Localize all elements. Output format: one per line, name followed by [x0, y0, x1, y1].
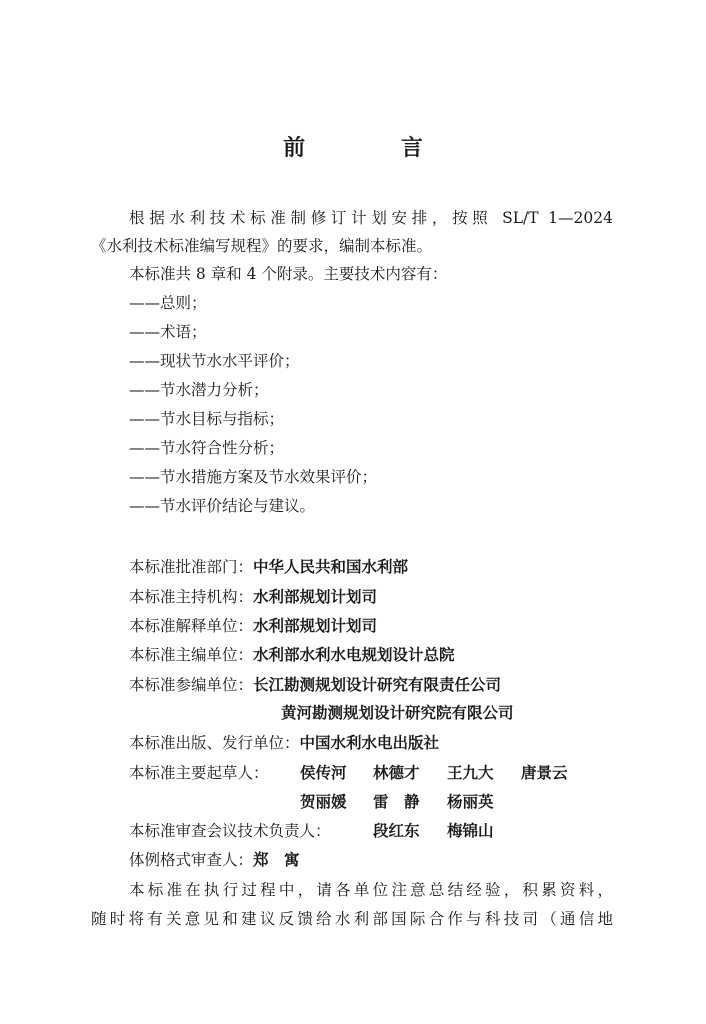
contents-item: ——节水潜力分析； [129, 381, 269, 399]
drafter-name: 贺丽媛 [300, 793, 347, 811]
drafter-name: 侯传河 [300, 764, 347, 782]
interpreter-value: 水利部规划计划司 [253, 617, 378, 635]
approval-row [129, 557, 408, 577]
contents-item: ——术语； [129, 323, 207, 341]
format-reviewer-row [129, 850, 300, 870]
approval-label: 本标准批准部门： [129, 558, 254, 576]
contents-item: ——节水评价结论与建议。 [129, 497, 316, 515]
format-reviewer-value: 郑 寓 [253, 851, 300, 869]
drafters-label: 本标准主要起草人： [129, 764, 269, 782]
review-lead-name: 梅锦山 [447, 822, 494, 840]
drafter-name: 杨丽英 [447, 793, 494, 811]
host-label: 本标准主持机构： [129, 588, 254, 606]
drafters-row [129, 763, 269, 783]
review-lead-row [129, 821, 331, 841]
co-editors-row [129, 675, 501, 695]
approval-value: 中华人民共和国水利部 [253, 558, 409, 576]
contents-item: ——节水目标与指标； [129, 410, 285, 428]
drafter-name: 王九大 [447, 764, 494, 782]
closing-line-1: 本标准在执行过程中，请各单位注意总结经验，积累资料， [129, 881, 613, 899]
interpreter-label: 本标准解释单位： [129, 617, 254, 635]
interpreter-row [129, 616, 377, 636]
host-row [129, 587, 377, 607]
co-editors-label: 本标准参编单位： [129, 676, 254, 694]
publisher-row [129, 733, 439, 753]
chief-editor-row [129, 645, 455, 665]
page-title: 前 言 [283, 136, 467, 161]
contents-item: ——总则； [129, 294, 207, 312]
chief-editor-value: 水利部水利水电规划设计总院 [253, 646, 455, 664]
drafter-name: 林德才 [373, 764, 420, 782]
closing-line-2: 随时将有关意见和建议反馈给水利部国际合作与科技司（通信地 [91, 910, 613, 928]
contents-item: ——节水措施方案及节水效果评价； [129, 468, 378, 486]
publisher-label: 本标准出版、发行单位： [129, 734, 300, 752]
drafter-name: 唐景云 [521, 764, 568, 782]
contents-item: ——现状节水水平评价； [129, 352, 300, 370]
co-editor-value: 黄河勘测规划设计研究院有限公司 [281, 704, 514, 722]
intro-line-3: 本标准共 8 章和 4 个附录。主要技术内容有： [129, 265, 448, 283]
format-reviewer-label: 体例格式审查人： [129, 851, 254, 869]
host-value: 水利部规划计划司 [253, 588, 378, 606]
review-lead-name: 段红东 [373, 822, 420, 840]
drafter-name: 雷 静 [373, 793, 420, 811]
contents-item: ——节水符合性分析； [129, 439, 285, 457]
chief-editor-label: 本标准主编单位： [129, 646, 254, 664]
review-lead-label: 本标准审查会议技术负责人： [129, 822, 331, 840]
publisher-value: 中国水利水电出版社 [299, 734, 440, 752]
co-editor-value: 长江勘测规划设计研究有限责任公司 [253, 676, 502, 694]
intro-line-1: 根据水利技术标准制修订计划安排，按照 SL/T 1—2024 [129, 209, 613, 227]
intro-line-2: 《水利技术标准编写规程》的要求，编制本标准。 [91, 237, 433, 255]
